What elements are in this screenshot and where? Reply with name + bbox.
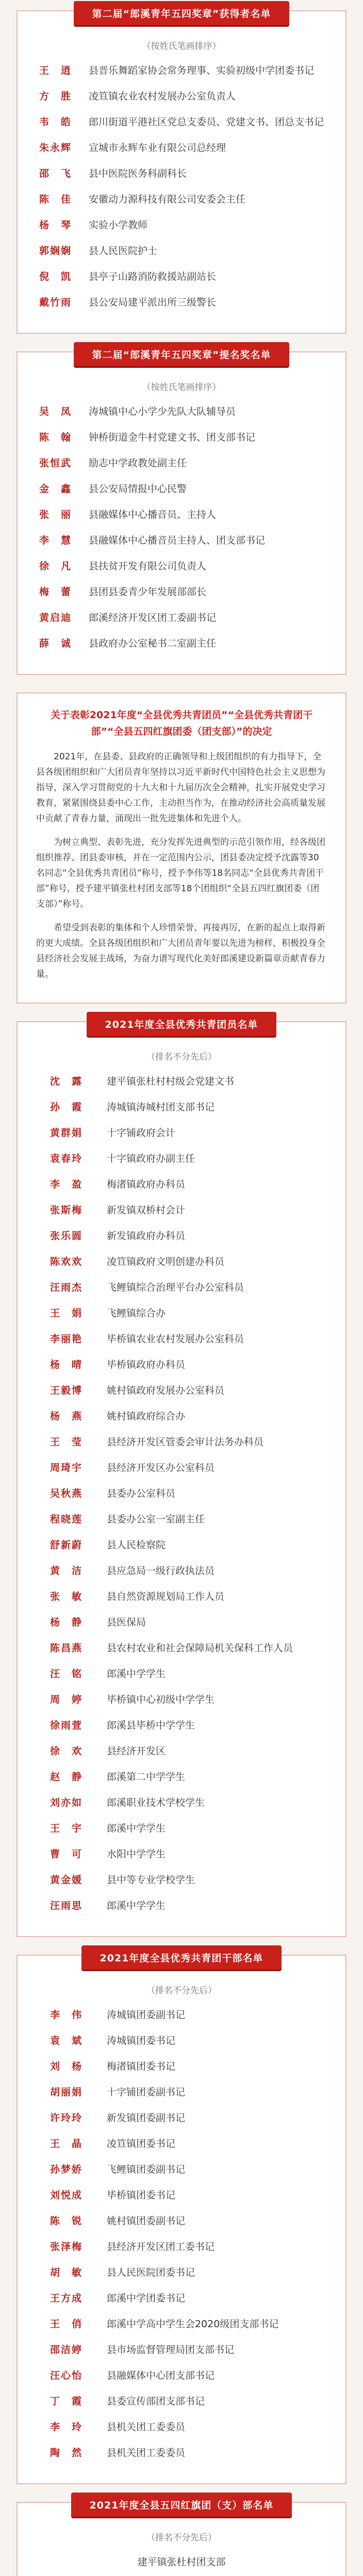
person-title: 县委办公室一室副主任 [107,1514,205,1525]
person-title: 十字铺政府会计 [107,1127,176,1139]
person-name: 杨 晴 [50,1359,83,1370]
list-item [18,2291,345,2306]
person-title: 宣城市永辉车业有限公司总经理 [89,142,226,154]
list-item [18,2445,345,2461]
person-name: 金 鑫 [39,483,72,495]
list-item [18,166,345,181]
section-subhead: （按姓氏笔画排序） [142,41,221,52]
person-name: 赵 静 [50,1771,83,1783]
list-item [18,114,345,130]
list-item [18,481,345,497]
person-title: 县经济开发区管委会审计法务办科员 [107,1436,264,1448]
list-item [18,2084,345,2100]
list-item [18,533,345,548]
list-item [18,584,345,600]
list-item [18,89,345,104]
person-name: 袁 斌 [50,2035,83,2046]
person-title: 县自然资源规划局工作人员 [107,1591,225,1602]
person-name: 汪 铭 [50,1668,83,1680]
person-title: 新发镇团委副书记 [107,2112,186,2124]
intro-section [16,692,346,1004]
person-title: 涛城镇团委书记 [107,2035,176,2046]
person-name: 袁春玲 [50,1153,83,1164]
list-item [18,192,345,207]
list-item [18,1898,345,1913]
person-title: 新发镇双桥村会计 [107,1205,186,1216]
person-name: 汪雨思 [50,1900,83,1911]
intro-title: 关于表彰2021年度“全县优秀共青团员”“全县优秀共青团干部”“全县五四红旗团委（团支部）”的决定 [50,709,313,737]
award-section-3 [16,1021,346,1937]
person-title: 飞鲤镇团委副书记 [107,2164,186,2175]
person-name: 孙梦娇 [50,2164,83,2175]
person-name: 李丽艳 [50,1333,83,1345]
list-item [18,1306,345,1321]
list-item [18,610,345,625]
person-title: 郎溪中学高中学生会2020级团支部书记 [107,2318,279,2330]
person-title: 县委办公室科员 [107,1488,176,1499]
list-item [18,63,345,78]
person-title: 凌笪镇团委书记 [107,2138,176,2149]
person-title: 县应急局一级行政执法员 [107,1565,215,1577]
person-title: 郎溪中学团委书记 [107,2293,186,2304]
person-title: 县市场监督管理局团支部书记 [107,2344,235,2355]
list-item [18,1331,345,1347]
list-item [18,1769,345,1785]
list-item [18,217,345,233]
section-title: 2021年度全县五四红旗团（支）部名单 [71,2493,292,2517]
intro-paragraph: 2021年，在县委、县政府的正确领导和上级团组织的有力指导下，全县各级团组织和广大团员青年坚持以习近平新时代中国特色社会主义思想为指导，深入学习贯彻党的十九大和十九届历次全会精神，扎实开展党史学习教育，紧紧围绕县委中心工作，主动担当作为，在推动经济社会高质量发展中贡献了青春力量，涌现出一批先进集体和先进个人。 [36,752,325,824]
person-title: 县融媒体中心团支部书记 [107,2370,215,2381]
person-title: 涛城镇中心小学少先队大队辅导员 [89,406,236,417]
person-title: 姚村镇团委副书记 [107,2215,186,2227]
person-title: 凌笪镇政府文明创建办科员 [107,1256,225,1267]
person-name: 朱永辉 [39,142,72,154]
person-title: 郎溪职业技术学校学生 [107,1797,205,1808]
list-item [18,2239,345,2255]
section-subhead: （排名不分先后） [146,1986,217,1996]
list-item [18,2342,345,2358]
person-title: 县融媒体中心播音员、主持人 [89,509,217,520]
person-title: 县公安局建平派出所三级警长 [89,297,217,308]
person-title: 郎溪第二中学学生 [107,1771,186,1783]
person-name: 梅 蕾 [39,586,72,598]
person-name: 周琦宇 [50,1462,83,1473]
person-title: 县经济开发区 [107,1745,166,1757]
person-name: 胡 敏 [50,2267,83,2278]
person-title: 飞鲤镇综合治理平台办公室科员 [107,1282,244,1293]
section-title: 第二届“郎溪青年五四奖章”获得者名单 [74,1,290,25]
person-name: 李 盈 [50,1179,83,1190]
award-section-2 [16,351,346,675]
person-name: 郭娴娴 [39,245,72,257]
person-title: 县医保局 [107,1617,146,1628]
person-title: 县政府办公室秘书二室副主任 [89,638,217,649]
person-title: 励志中学政教处副主任 [89,457,187,469]
list-item [18,636,345,651]
person-title: 毕桥镇政府办科员 [107,1359,186,1370]
list-item [18,2213,345,2229]
person-title: 梅渚镇团委书记 [107,2061,176,2072]
award-section-5 [16,2502,346,2576]
person-name: 胡丽娟 [50,2087,83,2098]
person-title: 钟桥街道金牛村党建文书、团支部书记 [89,432,256,443]
list-item [18,1486,345,1501]
person-name: 倪 凯 [39,271,72,282]
list-item [18,1383,345,1398]
person-title: 飞鲤镇综合办 [107,1308,166,1319]
list-item [18,1795,345,1810]
person-title: 实验小学教师 [89,219,148,231]
intro-body [18,749,345,982]
list-item [18,2419,345,2435]
list-item [18,2136,345,2151]
list-item [18,140,345,156]
list-item [18,243,345,259]
list-item [18,1718,345,1733]
org-list [18,2554,345,2576]
list-item [18,1640,345,1656]
list-item [18,1589,345,1604]
person-name: 刘亦如 [50,1797,83,1808]
list-item [18,1177,345,1192]
person-name: 杨 琴 [39,219,72,231]
list-item [18,2265,345,2280]
person-title: 建平镇张杜村村级会党建文书 [107,1076,235,1087]
section-title: 2021年度全县优秀共青团员名单 [87,1012,277,1036]
list-item [18,1409,345,1424]
list-item [18,1099,345,1115]
list-item [18,1692,345,1707]
list-item [18,1357,345,1372]
person-name: 沈 露 [50,1076,83,1087]
person-name: 戴竹雨 [39,297,72,308]
person-title: 县扶贫开发有限公司负责人 [89,561,207,572]
person-name: 汪心怡 [50,2370,83,2381]
person-name: 王 俏 [50,2318,83,2330]
person-title: 郎溪县毕桥中学学生 [107,1720,195,1731]
intro-paragraph: 为树立典型、表彰先进，充分发挥先进典型的示范引领作用，经各级团组织推荐、团县委审核，并在一定范围内公示，团县委决定授予沈露等30名同志“全县优秀共青团员”称号，授予李伟等18名同志“全县优秀共青团干部”称号，授予建平镇张杜村团支部等18个团组织“全县五四红旗团委（团支部）”称号。 [36,837,325,909]
person-name: 王毅博 [50,1385,83,1396]
person-name: 刘悦成 [50,2190,83,2201]
person-name: 陈欢欢 [50,1256,83,1267]
person-name: 孙 霞 [50,1101,83,1113]
list-item [18,2316,345,2332]
person-title: 县中等专业学校学生 [107,1874,195,1886]
person-name: 陈 翰 [39,432,72,443]
award-list [18,63,345,310]
section-subhead: （排名不分先后） [146,2533,217,2543]
person-name: 王 娟 [50,1308,83,1319]
list-item [18,1666,345,1682]
person-name: 陈昌燕 [50,1642,83,1654]
person-name: 杨 燕 [50,1411,83,1422]
list-item [18,1460,345,1476]
person-title: 县委宣传部团支部书记 [107,2396,205,2407]
person-title: 水阳中学学生 [107,1849,166,1860]
list-item [18,2162,345,2177]
list-item [18,2188,345,2203]
person-name: 李 伟 [50,2009,83,2021]
person-name: 邵洁婷 [50,2344,83,2355]
list-item [18,1512,345,1527]
person-name: 张泽梅 [50,2241,83,2252]
person-title: 涛城镇涛城村团支部书记 [107,1101,215,1113]
person-name: 王 逍 [39,65,72,76]
section-title: 2021年度全县优秀共青团干部名单 [81,1945,282,1970]
list-item [18,295,345,310]
person-name: 张 丽 [39,509,72,520]
person-title: 县人民检察院 [107,1539,166,1551]
list-item [18,1228,345,1244]
list-item [18,1202,345,1218]
person-name: 吴 凤 [39,406,72,417]
person-title: 县机关团工委委员 [107,2421,186,2433]
person-name: 丁 霞 [50,2396,83,2407]
person-name: 徐 欢 [50,1745,83,1757]
list-item [18,455,345,471]
person-name: 程晓莲 [50,1514,83,1525]
person-title: 县团县委青少年发展部部长 [89,586,207,598]
person-name: 汪雨杰 [50,1282,83,1293]
person-title: 郎川街道平港社区党总支委员、党建文书、团总支书记 [89,116,324,128]
person-title: 郎溪中学学生 [107,1668,166,1680]
person-name: 薛 诚 [39,638,72,649]
person-name: 曹 可 [50,1849,83,1860]
list-item [18,1537,345,1553]
person-name: 徐 凡 [39,561,72,572]
person-title: 郎溪中学学生 [107,1900,166,1911]
person-name: 舒新蔚 [50,1539,83,1551]
person-title: 县晋乐舞蹈家协会常务理事、实验初级中学团委书记 [89,65,315,76]
person-title: 姚村镇政府发展办公室科员 [107,1385,225,1396]
org-item: 建平镇张杜村团支部 [137,2556,226,2568]
person-title: 凌笪镇农业农村发展办公室负责人 [89,91,236,102]
person-name: 邵 飞 [39,168,72,179]
list-item [18,2059,345,2074]
person-name: 徐雨萱 [50,1720,83,1731]
list-item [18,1615,345,1630]
list-item [18,1821,345,1836]
person-title: 县中医院医务科副科长 [89,168,187,179]
person-name: 杨 静 [50,1617,83,1628]
person-title: 县经济开发区办公室科员 [107,1462,215,1473]
award-section-1 [16,10,346,334]
person-title: 安徽动力源科技有限公司安委会主任 [89,194,246,205]
person-title: 十字铺团委副书记 [107,2087,186,2098]
person-name: 李 玲 [50,2421,83,2433]
person-title: 县亭子山路消防救援站副站长 [89,271,217,282]
person-name: 张乐圆 [50,1230,83,1242]
list-item [18,2394,345,2409]
person-name: 王 晶 [50,2138,83,2149]
list-item [18,1846,345,1862]
list-item [18,1434,345,1450]
person-title: 郎溪中学学生 [107,1823,166,1834]
person-name: 陈 锐 [50,2215,83,2227]
section-title: 第二届“郎溪青年五四奖章”提名奖名单 [74,342,290,366]
person-name: 张恒武 [39,457,72,469]
list-item [18,1563,345,1579]
award-list [18,2007,345,2461]
person-name: 周 婷 [50,1694,83,1705]
person-title: 涛城镇团委副书记 [107,2009,186,2021]
person-title: 县农村农业和社会保障局机关保科工作人员 [107,1642,293,1654]
section-subhead: （按姓氏笔画排序） [142,382,221,393]
person-name: 方 胜 [39,91,72,102]
person-title: 姚村镇政府综合办 [107,1411,186,1422]
person-name: 黄金媛 [50,1874,83,1886]
person-title: 县人民医院护士 [89,245,158,257]
list-item [18,507,345,522]
person-title: 郎溪经济开发区团工委副书记 [89,612,217,623]
person-title: 毕桥镇中心初级中学学生 [107,1694,215,1705]
list-item [18,404,345,419]
list-item [18,1743,345,1759]
person-name: 刘 杨 [50,2061,83,2072]
person-name: 张斯梅 [50,1205,83,1216]
person-title: 县经济开发区团工委书记 [107,2241,215,2252]
person-title: 十字镇政府办副主任 [107,1153,195,1164]
list-item [18,558,345,574]
person-title: 县机关团工委委员 [107,2447,186,2459]
list-item [18,1280,345,1295]
list-item [18,2007,345,2023]
person-name: 韦 皓 [39,116,72,128]
award-list [18,1074,345,1913]
award-list [18,404,345,651]
list-item [18,1254,345,1269]
list-item [18,430,345,445]
person-name: 王方成 [50,2293,83,2304]
person-name: 李 慧 [39,535,72,546]
person-name: 吴秋燕 [50,1488,83,1499]
list-item [18,1872,345,1888]
person-name: 陈 佳 [39,194,72,205]
person-title: 毕桥镇团委书记 [107,2190,176,2201]
person-name: 陶 然 [50,2447,83,2459]
person-title: 县融媒体中心播音员主持人、团支部书记 [89,535,266,546]
person-title: 新发镇政府办科员 [107,1230,186,1242]
section-subhead: （排名不分先后） [146,1052,217,1062]
person-name: 张 敏 [50,1591,83,1602]
list-item [18,269,345,284]
list-item [18,1125,345,1141]
list-item [18,2368,345,2383]
person-name: 黄 洁 [50,1565,83,1577]
person-title: 县人民医院团委书记 [107,2267,195,2278]
list-item [18,2110,345,2126]
person-name: 王 宇 [50,1823,83,1834]
award-section-4 [16,1955,346,2484]
list-item [18,1151,345,1166]
person-name: 王 莹 [50,1436,83,1448]
person-title: 毕桥镇农业农村发展办公室科员 [107,1333,244,1345]
intro-paragraph: 希望受到表彰的集体和个人珍惜荣誉、再接再厉，在新的起点上取得新的更大成绩。全县各级团组织和广大团员青年要以先进为榜样，积极投身全县经济社会发展主战场，为奋力谱写现代化美好郎溪建设新篇章贡献青春力量。 [36,923,325,979]
person-title: 县公安局情报中心民警 [89,483,187,495]
person-name: 许玲玲 [50,2112,83,2124]
person-name: 黄群娟 [50,1127,83,1139]
person-name: 黄启迪 [39,612,72,623]
list-item [18,1074,345,1089]
person-title: 梅渚镇政府办科员 [107,1179,186,1190]
list-item [18,2033,345,2048]
